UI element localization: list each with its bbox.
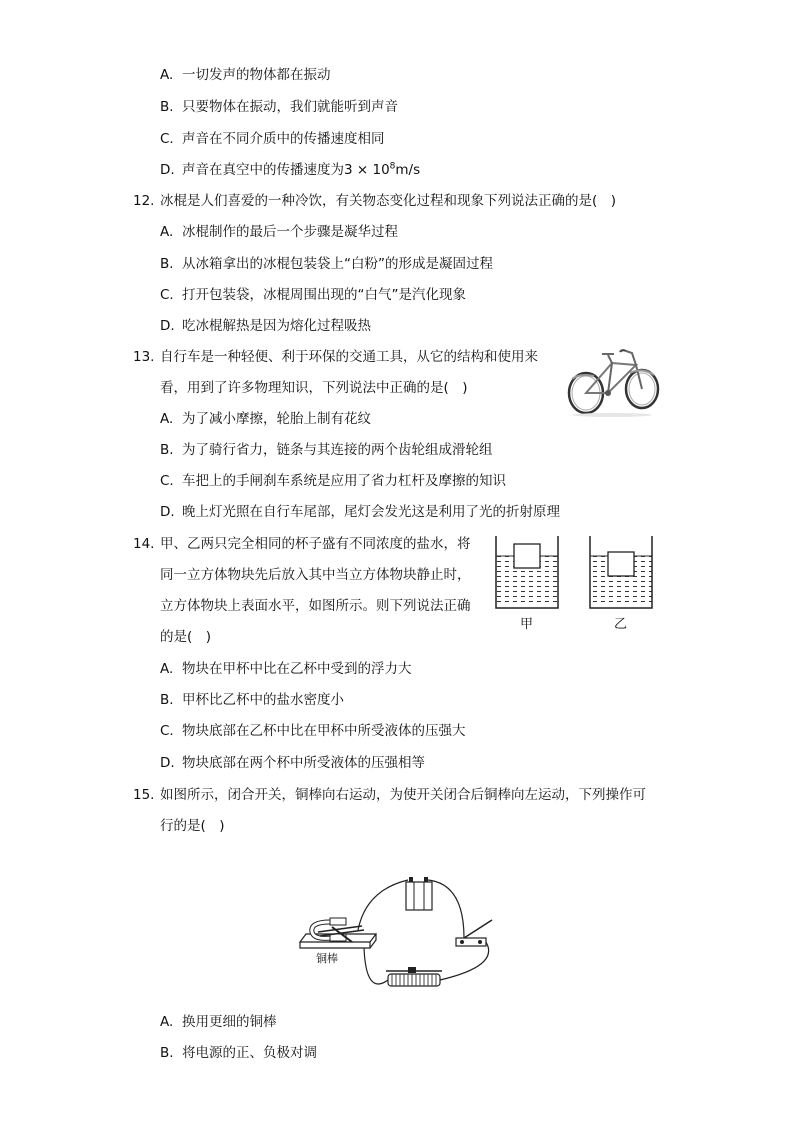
q14-option-b xyxy=(160,691,344,709)
option-text: 晚上灯光照在自行车尾部，尾灯会发光这是利用了光的折射原理 xyxy=(182,504,560,520)
option-letter: C. xyxy=(160,473,174,489)
question-number: 14. xyxy=(133,536,155,552)
q14-option-a xyxy=(160,660,412,678)
option-text: 物块在甲杯中比在乙杯中受到的浮力大 xyxy=(182,661,412,677)
cups-figure xyxy=(488,534,658,638)
question-number: 15. xyxy=(133,787,155,803)
unit: m/s xyxy=(395,162,421,178)
q14-stem-line4: 的是( ) xyxy=(160,629,212,645)
option-letter: A. xyxy=(160,67,174,83)
option-letter: A. xyxy=(160,661,174,677)
q13-stem-line2: 看，用到了许多物理知识，下列说法中正确的是( ) xyxy=(160,380,468,396)
option-text: 声音在不同介质中的传播速度相同 xyxy=(182,131,385,147)
q11-option-d xyxy=(160,161,420,179)
option-text: 甲杯比乙杯中的盐水密度小 xyxy=(182,692,344,708)
q13-stem-line1: 自行车是一种轻便、利于环保的交通工具，从它的结构和使用来 xyxy=(160,349,538,365)
option-letter: B. xyxy=(160,99,174,115)
rheostat-icon xyxy=(386,967,442,986)
option-letter: A. xyxy=(160,411,174,427)
option-letter: D. xyxy=(160,755,175,771)
q14-stem-line2: 同一立方体物块先后放入其中当立方体物块静止时， xyxy=(160,567,471,583)
circuit-figure xyxy=(296,870,506,998)
q11-option-b xyxy=(160,98,398,116)
cup-yi xyxy=(590,536,652,608)
q12-stem: 冰棍是人们喜爱的一种冷饮，有关物态变化过程和现象下列说法正确的是( ) xyxy=(160,193,617,209)
q13-option-d xyxy=(160,503,560,521)
q14-option-d xyxy=(160,754,425,772)
option-letter: B. xyxy=(160,1045,174,1061)
option-letter: C. xyxy=(160,287,174,303)
option-text: 冰棍制作的最后一个步骤是凝华过程 xyxy=(182,224,398,240)
q12-option-d xyxy=(160,317,371,335)
option-text: 物块底部在乙杯中比在甲杯中所受液体的压强大 xyxy=(182,723,466,739)
cup-jia xyxy=(496,536,558,608)
q15-stem-line2: 行的是( ) xyxy=(160,818,225,834)
option-letter: D. xyxy=(160,318,175,334)
q12-option-c xyxy=(160,286,466,304)
option-text: 将电源的正、负极对调 xyxy=(182,1045,317,1061)
cup-label-jia: 甲 xyxy=(520,617,534,632)
question-number: 12. xyxy=(133,193,155,209)
option-text: 从冰箱拿出的冰棍包装袋上“白粉”的形成是凝固过程 xyxy=(182,256,493,272)
cup-label-yi: 乙 xyxy=(614,617,628,632)
magnet-base xyxy=(300,918,376,948)
option-text: 一切发声的物体都在振动 xyxy=(182,67,331,83)
q11-option-a xyxy=(160,66,331,84)
option-letter: D. xyxy=(160,162,175,178)
q14-option-c xyxy=(160,722,466,740)
option-text: 车把上的手闸刹车系统是应用了省力杠杆及摩擦的知识 xyxy=(182,473,506,489)
battery-icon xyxy=(406,877,432,910)
q15-option-a xyxy=(160,1013,277,1031)
option-letter: D. xyxy=(160,504,175,520)
option-text: 为了减小摩擦，轮胎上制有花纹 xyxy=(182,411,371,427)
option-letter: A. xyxy=(160,1014,174,1030)
option-text: 打开包装袋，冰棍周围出现的“白气”是汽化现象 xyxy=(182,287,466,303)
option-text: 吃冰棍解热是因为熔化过程吸热 xyxy=(182,318,371,334)
q13-option-b xyxy=(160,441,493,459)
option-text: 换用更细的铜棒 xyxy=(182,1014,277,1030)
q13-option-a xyxy=(160,410,371,428)
q14-stem-line1: 甲、乙两只完全相同的杯子盛有不同浓度的盐水，将 xyxy=(160,536,471,552)
copper-rod-label: 铜棒 xyxy=(316,952,338,965)
question-number: 13. xyxy=(133,349,155,365)
option-text: 物块底部在两个杯中所受液体的压强相等 xyxy=(182,755,425,771)
option-text: 只要物体在振动，我们就能听到声音 xyxy=(182,99,398,115)
q15-stem-line1: 如图所示，闭合开关，铜棒向右运动，为使开关闭合后铜棒向左运动，下列操作可 xyxy=(160,787,646,803)
q13-option-c xyxy=(160,472,506,490)
option-letter: C. xyxy=(160,723,174,739)
option-letter: B. xyxy=(160,692,174,708)
exponent: 8 xyxy=(389,161,396,172)
option-text: 声音在真空中的传播速度为3 × 10 xyxy=(182,162,390,178)
q12-option-a xyxy=(160,223,398,241)
q14-stem-line3: 立方体物块上表面水平，如图所示。则下列说法正确 xyxy=(160,598,471,614)
bicycle-figure xyxy=(566,343,662,419)
option-text: 为了骑行省力，链条与其连接的两个齿轮组成滑轮组 xyxy=(182,442,493,458)
q15-option-b xyxy=(160,1044,317,1062)
option-letter: A. xyxy=(160,224,174,240)
q11-option-c xyxy=(160,130,385,148)
option-letter: B. xyxy=(160,256,174,272)
option-letter: C. xyxy=(160,131,174,147)
option-letter: B. xyxy=(160,442,174,458)
q12-option-b xyxy=(160,255,493,273)
